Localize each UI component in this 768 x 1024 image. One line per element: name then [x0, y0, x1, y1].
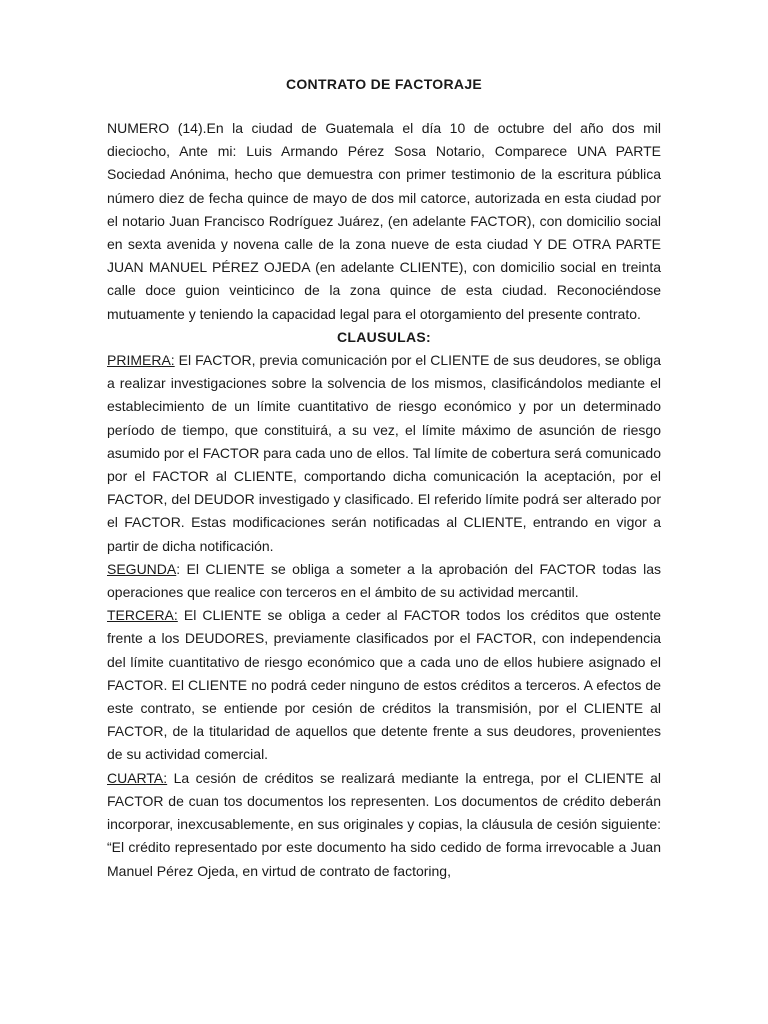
clause-segunda [107, 558, 661, 604]
document-title: CONTRATO DE FACTORAJE [285, 76, 483, 92]
clause-label-cuarta: CUARTA: [107, 769, 168, 786]
clause-tercera [107, 604, 661, 766]
clause-label-primera: PRIMERA: [107, 352, 175, 369]
clause-text-tercera: El CLIENTE se obliga a ceder al FACTOR todos los créditos que ostente frente a los DEUDORES, previamente clasificados por el FACTOR, con independencia del límite cuantitativo de riesgo económico que a cada uno de ellos hubiere asignado el FACTOR. El CLIENTE no podrá ceder ninguno de estos créditos a terceros. A efectos de este contrato, se entiende por cesión de créditos la transmisión, por el CLIENTE al FACTOR, de la titularidad de aquellos que detente frente a sus deudores, provenientes de su actividad comercial. [107, 607, 661, 763]
clausulas-heading: CLAUSULAS: [337, 328, 431, 345]
clause-cuarta [107, 767, 661, 883]
clause-text-segunda: : El CLIENTE se obliga a someter a la aprobación del FACTOR todas las operaciones que realice con terceros en el ámbito de su actividad mercantil. [107, 560, 661, 601]
document-body [107, 117, 661, 883]
clause-text-primera: El FACTOR, previa comunicación por el CLIENTE de sus deudores, se obliga a realizar investigaciones sobre la solvencia de los mismos, clasificándolos mediante el establecimiento de un límite cuantitativo de riesgo económico y por un determinado período de tiempo, que constituirá, a su vez, el límite máximo de asunción de riesgo asumido por el FACTOR para cada uno de ellos. Tal límite de cobertura será comunicado por el FACTOR al CLIENTE, comportando dicha comunicación la aceptación, por el FACTOR, del DEUDOR investigado y clasificado. El referido límite podrá ser alterado por el FACTOR. Estas modificaciones serán notificadas al CLIENTE, entrando en vigor a partir de dicha notificación. [107, 352, 661, 554]
intro-paragraph: NUMERO (14).En la ciudad de Guatemala el día 10 de octubre del año dos mil dieciocho, Ante mi: Luis Armando Pérez Sosa Notario, Comparece UNA PARTE Sociedad Anónima, hecho que demuestra con primer testimonio de la escritura pública número diez de fecha quince de mayo de dos mil catorce, autorizada en esta ciudad por el notario Juan Francisco Rodríguez Juárez, (en adelante FACTOR), con domicilio social en sexta avenida y novena calle de la zona nueve de esta ciudad Y DE OTRA PARTE JUAN MANUEL PÉREZ OJEDA (en adelante CLIENTE), con domicilio social en treinta calle doce guion veinticinco de la zona quince de esta ciudad. Reconociéndose mutuamente y teniendo la capacidad legal para el otorgamiento del presente contrato. [107, 120, 661, 322]
clause-primera [107, 349, 661, 558]
clause-text-cuarta: La cesión de créditos se realizará mediante la entrega, por el CLIENTE al FACTOR de cuan tos documentos los representen. Los documentos de crédito deberán incorporar, inexcusablemente, en sus originales y copias, la cláusula de cesión siguiente: “El crédito representado por este documento ha sido cedido de forma irrevocable a Juan Manuel Pérez Ojeda, en virtud de contrato de factoring, [107, 769, 661, 879]
clause-label-tercera: TERCERA: [107, 607, 178, 624]
clause-label-segunda: SEGUNDA [107, 560, 177, 577]
